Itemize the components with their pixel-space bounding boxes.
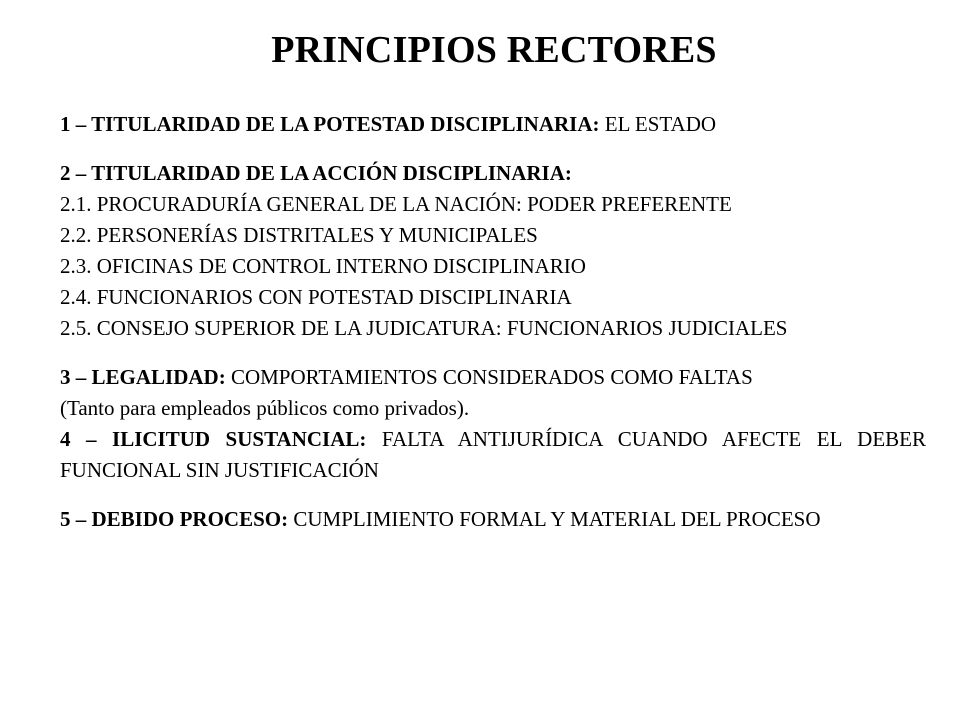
principle-1-text: EL ESTADO <box>599 112 717 136</box>
principle-5 <box>60 504 926 535</box>
principle-5-heading: 5 – DEBIDO PROCESO: <box>60 507 289 531</box>
principle-4-text: FALTA ANTIJURÍDICA CUANDO AFECTE EL DEBER FUNCIONAL SIN JUSTIFICACIÓN <box>60 427 926 482</box>
principle-4-heading: 4 – ILICITUD SUSTANCIAL: <box>60 427 367 451</box>
principle-4 <box>60 424 926 486</box>
principle-2-subitem-5: 2.5. CONSEJO SUPERIOR DE LA JUDICATURA: FUNCIONARIOS JUDICIALES <box>60 316 788 340</box>
principle-2-subitem-4: 2.4. FUNCIONARIOS CON POTESTAD DISCIPLINARIA <box>60 285 572 309</box>
principle-2-subitem-2: 2.2. PERSONERÍAS DISTRITALES Y MUNICIPALES <box>60 223 538 247</box>
principle-2-subitem-1: 2.1. PROCURADURÍA GENERAL DE LA NACIÓN: PODER PREFERENTE <box>60 192 732 216</box>
principle-1 <box>60 109 926 140</box>
principle-5-text: CUMPLIMIENTO FORMAL Y MATERIAL DEL PROCESO <box>288 507 821 531</box>
principle-2-subitem-3: 2.3. OFICINAS DE CONTROL INTERNO DISCIPLINARIO <box>60 254 586 278</box>
principle-1-heading: 1 – TITULARIDAD DE LA POTESTAD DISCIPLINARIA: <box>60 112 600 136</box>
principle-3-heading: 3 – LEGALIDAD: <box>60 365 226 389</box>
principles-list <box>60 109 926 535</box>
principle-3 <box>60 362 926 393</box>
principle-3-note: (Tanto para empleados públicos como privados). <box>60 396 470 420</box>
page-title: PRINCIPIOS RECTORES <box>271 29 717 71</box>
principle-3-text: COMPORTAMIENTOS CONSIDERADOS COMO FALTAS <box>225 365 753 389</box>
principle-2-heading: 2 – TITULARIDAD DE LA ACCIÓN DISCIPLINARIA: <box>60 161 572 185</box>
